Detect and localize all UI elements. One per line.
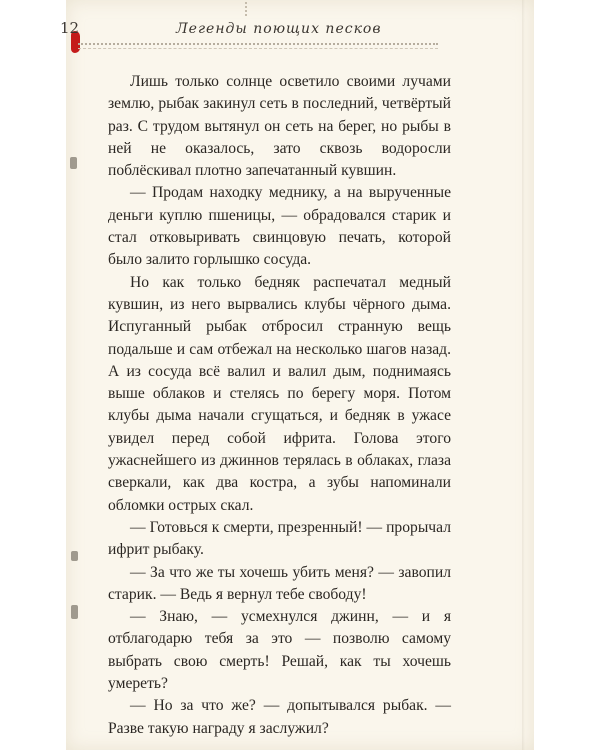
page-edge-shadow: [522, 0, 525, 750]
page-edge-mark: [71, 605, 78, 619]
page-edge-mark: [70, 157, 77, 169]
paragraph: — Готовься к смерти, презренный! — прорычал ифрит рыбаку.: [108, 518, 451, 559]
header-rule: [78, 43, 438, 49]
paragraph: — За что же ты хочешь убить меня? — завопил старик. — Ведь я вернул тебе свободу!: [108, 563, 451, 603]
body-text: [108, 71, 451, 740]
paragraph: — Продам находку меднику, а на вырученные деньги куплю пшеницы, — обрадовался старик и стал отковыривать свинцовую печать, которой было залито горлышко сосуда.: [108, 184, 451, 269]
page-edge-mark: [71, 551, 78, 561]
paragraph: — Знаю, — усмехнулся джинн, — и я отблагодарю тебя за это — позволю самому выбрать свою смерть! Решай, как ты хочешь умереть?: [108, 608, 451, 693]
page-number: 12: [60, 19, 80, 37]
paragraph: Но как только бедняк распечатал медный кувшин, из него вырвались клубы чёрного дыма. Испуганный рыбак отбросил странную вещь подальше и сам отбежал на несколько шагов назад. А из сосуда всё валил и валил дым, поднимаясь выше облаков и стелясь по берегу моря. Потом клубы дыма начали сгущаться, и бедняк в ужасе увидел перед собой ифрита. Голова этого ужаснейшего из джиннов терялась в облаках, глаза сверкали, как два костра, а зубы напоминали обломки острых скал.: [108, 273, 451, 514]
running-title: Легенды поющих песков: [176, 21, 382, 37]
paragraph: Лишь только солнце осветило своими лучами землю, рыбак закинул сеть в последний, четвёртый раз. С трудом вытянул он сеть на берег, но рыбы в ней не оказалось, зато сквозь водоросли поблёскивал плотно запечатанный кувшин.: [108, 73, 451, 180]
head-tick-mark: [245, 2, 248, 16]
paragraph: — Но за что же? — допытывался рыбак. — Разве такую награду я заслужил?: [108, 697, 451, 737]
